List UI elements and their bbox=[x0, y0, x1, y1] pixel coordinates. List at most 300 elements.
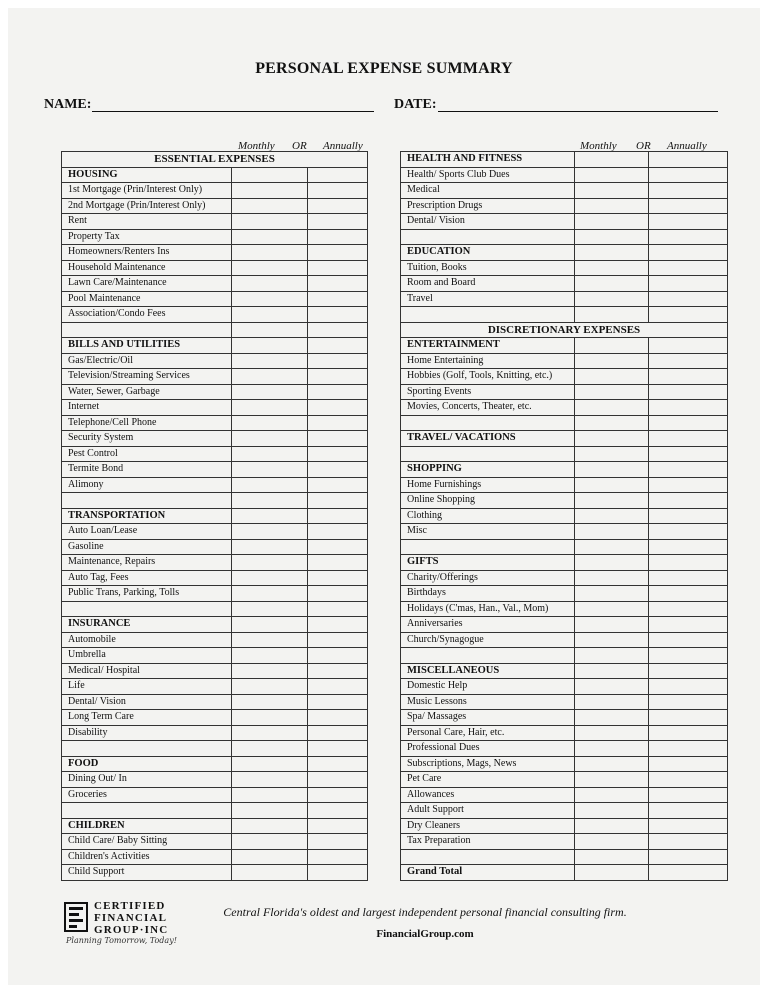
annually-amount-cell[interactable] bbox=[649, 663, 728, 679]
expense-row-medical bbox=[401, 183, 728, 199]
expense-row-rent bbox=[62, 214, 368, 230]
monthly-amount-cell[interactable] bbox=[575, 477, 649, 493]
expense-row-music-lessons bbox=[401, 694, 728, 710]
annually-amount-cell[interactable] bbox=[649, 384, 728, 400]
section-row-travel-vacations bbox=[401, 431, 728, 447]
section-row-shopping bbox=[401, 462, 728, 478]
section-row-miscellaneous bbox=[401, 663, 728, 679]
expense-row-charity-offerings bbox=[401, 570, 728, 586]
monthly-amount-cell[interactable] bbox=[232, 369, 308, 385]
annually-amount-cell[interactable] bbox=[649, 508, 728, 524]
annually-amount-cell[interactable] bbox=[649, 291, 728, 307]
section-row-food bbox=[62, 756, 368, 772]
expense-row-umbrella bbox=[62, 648, 368, 664]
date-line[interactable] bbox=[438, 111, 718, 112]
monthly-amount-cell[interactable] bbox=[575, 369, 649, 385]
monthly-amount-cell[interactable] bbox=[575, 276, 649, 292]
annually-amount-cell[interactable] bbox=[308, 338, 368, 354]
section-label: EDUCATION bbox=[401, 245, 575, 261]
expense-label: Professional Dues bbox=[401, 741, 575, 757]
annually-amount-cell[interactable] bbox=[649, 570, 728, 586]
annually-amount-cell[interactable] bbox=[308, 849, 368, 865]
annually-amount-cell[interactable] bbox=[308, 353, 368, 369]
annually-amount-cell[interactable] bbox=[649, 477, 728, 493]
expense-row-gas-electric-oil bbox=[62, 353, 368, 369]
annually-amount-cell[interactable] bbox=[649, 198, 728, 214]
expense-row-2nd-mortgage-prin-interest-only bbox=[62, 198, 368, 214]
annually-amount-cell[interactable] bbox=[308, 400, 368, 416]
monthly-amount-cell[interactable] bbox=[232, 849, 308, 865]
monthly-amount-cell[interactable] bbox=[575, 555, 649, 571]
monthly-amount-cell[interactable] bbox=[232, 260, 308, 276]
monthly-amount-cell bbox=[575, 849, 649, 865]
blank-row bbox=[401, 446, 728, 462]
monthly-amount-cell[interactable] bbox=[232, 617, 308, 633]
expense-label: Disability bbox=[62, 725, 232, 741]
annually-amount-cell[interactable] bbox=[649, 756, 728, 772]
monthly-amount-cell bbox=[232, 803, 308, 819]
expense-label: Child Care/ Baby Sitting bbox=[62, 834, 232, 850]
monthly-amount-cell[interactable] bbox=[232, 276, 308, 292]
monthly-amount-cell[interactable] bbox=[232, 694, 308, 710]
annually-amount-cell[interactable] bbox=[308, 663, 368, 679]
expense-label: Water, Sewer, Garbage bbox=[62, 384, 232, 400]
expense-row-subscriptions-mags-news bbox=[401, 756, 728, 772]
annually-amount-cell[interactable] bbox=[308, 772, 368, 788]
annually-amount-cell[interactable] bbox=[649, 183, 728, 199]
expense-row-1st-mortgage-prin-interest-only bbox=[62, 183, 368, 199]
expense-row-sporting-events bbox=[401, 384, 728, 400]
expense-label: Telephone/Cell Phone bbox=[62, 415, 232, 431]
annually-amount-cell bbox=[649, 307, 728, 323]
monthly-amount-cell[interactable] bbox=[232, 865, 308, 881]
section-row-education bbox=[401, 245, 728, 261]
monthly-amount-cell[interactable] bbox=[232, 772, 308, 788]
section-label: HEALTH AND FITNESS bbox=[401, 152, 575, 168]
monthly-amount-cell[interactable] bbox=[575, 741, 649, 757]
monthly-amount-cell[interactable] bbox=[232, 400, 308, 416]
monthly-amount-cell[interactable] bbox=[232, 415, 308, 431]
annually-amount-cell[interactable] bbox=[649, 214, 728, 230]
monthly-amount-cell[interactable] bbox=[575, 198, 649, 214]
annually-amount-cell[interactable] bbox=[649, 353, 728, 369]
expense-row-life bbox=[62, 679, 368, 695]
company-logo bbox=[64, 898, 194, 946]
monthly-amount-cell[interactable] bbox=[575, 214, 649, 230]
annually-amount-cell[interactable] bbox=[308, 834, 368, 850]
annually-amount-cell[interactable] bbox=[308, 617, 368, 633]
monthly-amount-cell[interactable] bbox=[232, 679, 308, 695]
monthly-amount-cell[interactable] bbox=[232, 307, 308, 323]
right-col-annually: Annually bbox=[667, 140, 707, 152]
annually-amount-cell[interactable] bbox=[649, 245, 728, 261]
blank-row bbox=[401, 307, 728, 323]
expense-row-home-entertaining bbox=[401, 353, 728, 369]
monthly-amount-cell[interactable] bbox=[575, 570, 649, 586]
annually-amount-cell[interactable] bbox=[649, 493, 728, 509]
expense-row-maintenance-repairs bbox=[62, 555, 368, 571]
monthly-amount-cell[interactable] bbox=[232, 539, 308, 555]
annually-amount-cell[interactable] bbox=[649, 694, 728, 710]
blank-row bbox=[401, 415, 728, 431]
monthly-amount-cell[interactable] bbox=[232, 710, 308, 726]
annually-amount-cell[interactable] bbox=[649, 152, 728, 168]
annually-amount-cell[interactable] bbox=[308, 710, 368, 726]
monthly-amount-cell bbox=[232, 741, 308, 757]
total-row-grand-total bbox=[401, 865, 728, 881]
expense-label: Long Term Care bbox=[62, 710, 232, 726]
monthly-amount-cell[interactable] bbox=[232, 632, 308, 648]
essential-expenses-table bbox=[61, 151, 368, 881]
monthly-amount-cell[interactable] bbox=[232, 183, 308, 199]
expense-label bbox=[62, 322, 232, 338]
section-label: TRAVEL/ VACATIONS bbox=[401, 431, 575, 447]
expense-label: 1st Mortgage (Prin/Interest Only) bbox=[62, 183, 232, 199]
expense-label: 2nd Mortgage (Prin/Interest Only) bbox=[62, 198, 232, 214]
monthly-amount-cell[interactable] bbox=[232, 477, 308, 493]
annually-amount-cell[interactable] bbox=[649, 524, 728, 540]
date-label: DATE: bbox=[394, 97, 437, 112]
annually-amount-cell[interactable] bbox=[308, 431, 368, 447]
monthly-amount-cell[interactable] bbox=[575, 167, 649, 183]
section-label: INSURANCE bbox=[62, 617, 232, 633]
monthly-amount-cell[interactable] bbox=[575, 183, 649, 199]
monthly-amount-cell[interactable] bbox=[232, 663, 308, 679]
annually-amount-cell[interactable] bbox=[308, 462, 368, 478]
monthly-amount-cell[interactable] bbox=[575, 756, 649, 772]
expense-label: Home Entertaining bbox=[401, 353, 575, 369]
expense-row-anniversaries bbox=[401, 617, 728, 633]
annually-amount-cell[interactable] bbox=[649, 431, 728, 447]
expense-label: Adult Support bbox=[401, 803, 575, 819]
monthly-amount-cell[interactable] bbox=[575, 493, 649, 509]
expense-label: Allowances bbox=[401, 787, 575, 803]
monthly-amount-cell[interactable] bbox=[575, 663, 649, 679]
annually-amount-cell[interactable] bbox=[308, 229, 368, 245]
expense-row-holidays-c-mas-han-val-mom bbox=[401, 601, 728, 617]
annually-amount-cell[interactable] bbox=[308, 555, 368, 571]
monthly-amount-cell[interactable] bbox=[232, 462, 308, 478]
expense-row-property-tax bbox=[62, 229, 368, 245]
monthly-amount-cell[interactable] bbox=[232, 818, 308, 834]
expense-row-dry-cleaners bbox=[401, 818, 728, 834]
expense-label bbox=[401, 307, 575, 323]
monthly-amount-cell[interactable] bbox=[232, 229, 308, 245]
monthly-amount-cell[interactable] bbox=[575, 245, 649, 261]
expense-label: Pest Control bbox=[62, 446, 232, 462]
expense-row-clothing bbox=[401, 508, 728, 524]
expense-label: Personal Care, Hair, etc. bbox=[401, 725, 575, 741]
annually-amount-cell[interactable] bbox=[308, 276, 368, 292]
expense-label: Room and Board bbox=[401, 276, 575, 292]
annually-amount-cell[interactable] bbox=[649, 462, 728, 478]
annually-amount-cell[interactable] bbox=[308, 865, 368, 881]
annually-amount-cell bbox=[649, 849, 728, 865]
monthly-amount-cell[interactable] bbox=[575, 601, 649, 617]
monthly-amount-cell[interactable] bbox=[232, 756, 308, 772]
company-website-link[interactable]: FinancialGroup.com bbox=[376, 928, 474, 940]
monthly-amount-cell[interactable] bbox=[575, 462, 649, 478]
annually-amount-cell[interactable] bbox=[649, 555, 728, 571]
monthly-amount-cell[interactable] bbox=[575, 524, 649, 540]
annually-amount-cell[interactable] bbox=[308, 369, 368, 385]
name-line[interactable] bbox=[92, 111, 374, 112]
expense-label: Pet Care bbox=[401, 772, 575, 788]
monthly-amount-cell[interactable] bbox=[575, 772, 649, 788]
monthly-amount-cell[interactable] bbox=[575, 400, 649, 416]
annually-amount-cell[interactable] bbox=[308, 446, 368, 462]
annually-amount-cell[interactable] bbox=[649, 787, 728, 803]
monthly-amount-cell[interactable] bbox=[575, 353, 649, 369]
annually-amount-cell[interactable] bbox=[649, 617, 728, 633]
grand-total-label: Grand Total bbox=[401, 865, 575, 881]
annually-amount-cell[interactable] bbox=[649, 803, 728, 819]
expense-label: Tax Preparation bbox=[401, 834, 575, 850]
expense-label: Pool Maintenance bbox=[62, 291, 232, 307]
annually-amount-cell[interactable] bbox=[649, 865, 728, 881]
expense-row-tuition-books bbox=[401, 260, 728, 276]
category-header-label: DISCRETIONARY EXPENSES bbox=[401, 322, 728, 338]
expense-row-child-care-baby-sitting bbox=[62, 834, 368, 850]
expense-label: Life bbox=[62, 679, 232, 695]
expense-label: Hobbies (Golf, Tools, Knitting, etc.) bbox=[401, 369, 575, 385]
monthly-amount-cell[interactable] bbox=[575, 338, 649, 354]
monthly-amount-cell[interactable] bbox=[575, 710, 649, 726]
annually-amount-cell bbox=[649, 229, 728, 245]
expense-row-pool-maintenance bbox=[62, 291, 368, 307]
expense-label bbox=[62, 601, 232, 617]
expense-label: Child Support bbox=[62, 865, 232, 881]
annually-amount-cell[interactable] bbox=[308, 291, 368, 307]
annually-amount-cell[interactable] bbox=[308, 648, 368, 664]
monthly-amount-cell[interactable] bbox=[575, 725, 649, 741]
section-label: TRANSPORTATION bbox=[62, 508, 232, 524]
annually-amount-cell[interactable] bbox=[649, 400, 728, 416]
expense-label: Holidays (C'mas, Han., Val., Mom) bbox=[401, 601, 575, 617]
expense-row-child-support bbox=[62, 865, 368, 881]
monthly-amount-cell[interactable] bbox=[232, 446, 308, 462]
monthly-amount-cell[interactable] bbox=[575, 865, 649, 881]
monthly-amount-cell[interactable] bbox=[232, 787, 308, 803]
expense-label: Clothing bbox=[401, 508, 575, 524]
annually-amount-cell[interactable] bbox=[308, 198, 368, 214]
expense-label: Television/Streaming Services bbox=[62, 369, 232, 385]
section-label: FOOD bbox=[62, 756, 232, 772]
annually-amount-cell[interactable] bbox=[308, 183, 368, 199]
annually-amount-cell[interactable] bbox=[649, 167, 728, 183]
monthly-amount-cell[interactable] bbox=[232, 431, 308, 447]
monthly-amount-cell[interactable] bbox=[575, 586, 649, 602]
annually-amount-cell bbox=[649, 648, 728, 664]
annually-amount-cell[interactable] bbox=[308, 818, 368, 834]
monthly-amount-cell[interactable] bbox=[232, 338, 308, 354]
expense-row-association-condo-fees bbox=[62, 307, 368, 323]
annually-amount-cell[interactable] bbox=[308, 787, 368, 803]
expense-row-adult-support bbox=[401, 803, 728, 819]
annually-amount-cell[interactable] bbox=[649, 834, 728, 850]
monthly-amount-cell[interactable] bbox=[232, 167, 308, 183]
logo-tagline: Planning Tomorrow, Today! bbox=[66, 936, 177, 945]
section-row-transportation bbox=[62, 508, 368, 524]
expense-label: Maintenance, Repairs bbox=[62, 555, 232, 571]
annually-amount-cell[interactable] bbox=[308, 524, 368, 540]
annually-amount-cell[interactable] bbox=[308, 725, 368, 741]
annually-amount-cell[interactable] bbox=[308, 570, 368, 586]
annually-amount-cell[interactable] bbox=[308, 260, 368, 276]
annually-amount-cell[interactable] bbox=[308, 756, 368, 772]
monthly-amount-cell[interactable] bbox=[575, 152, 649, 168]
monthly-amount-cell[interactable] bbox=[232, 245, 308, 261]
expense-row-domestic-help bbox=[401, 679, 728, 695]
annually-amount-cell[interactable] bbox=[308, 539, 368, 555]
expense-label: Domestic Help bbox=[401, 679, 575, 695]
monthly-amount-cell[interactable] bbox=[575, 431, 649, 447]
annually-amount-cell[interactable] bbox=[308, 586, 368, 602]
annually-amount-cell bbox=[308, 601, 368, 617]
section-row-housing bbox=[62, 167, 368, 183]
annually-amount-cell[interactable] bbox=[649, 338, 728, 354]
monthly-amount-cell[interactable] bbox=[575, 787, 649, 803]
annually-amount-cell[interactable] bbox=[649, 632, 728, 648]
expense-label: Prescription Drugs bbox=[401, 198, 575, 214]
expense-row-hobbies-golf-tools-knitting-etc bbox=[401, 369, 728, 385]
annually-amount-cell[interactable] bbox=[649, 725, 728, 741]
annually-amount-cell bbox=[308, 493, 368, 509]
expense-row-medical-hospital bbox=[62, 663, 368, 679]
annually-amount-cell bbox=[308, 803, 368, 819]
blank-row bbox=[62, 741, 368, 757]
expense-label: Children's Activities bbox=[62, 849, 232, 865]
expense-row-dental-vision bbox=[401, 214, 728, 230]
monthly-amount-cell[interactable] bbox=[232, 834, 308, 850]
annually-amount-cell[interactable] bbox=[308, 307, 368, 323]
monthly-amount-cell[interactable] bbox=[575, 818, 649, 834]
monthly-amount-cell bbox=[575, 307, 649, 323]
section-row-gifts bbox=[401, 555, 728, 571]
expense-row-disability bbox=[62, 725, 368, 741]
expense-row-long-term-care bbox=[62, 710, 368, 726]
annually-amount-cell[interactable] bbox=[308, 477, 368, 493]
monthly-amount-cell[interactable] bbox=[575, 679, 649, 695]
expense-label: Dental/ Vision bbox=[62, 694, 232, 710]
annually-amount-cell[interactable] bbox=[649, 679, 728, 695]
health-discretionary-table bbox=[400, 151, 728, 881]
right-col-or: OR bbox=[636, 140, 651, 152]
annually-amount-cell[interactable] bbox=[649, 369, 728, 385]
monthly-amount-cell[interactable] bbox=[232, 508, 308, 524]
name-label: NAME: bbox=[44, 97, 92, 112]
expense-row-security-system bbox=[62, 431, 368, 447]
expense-label: Auto Tag, Fees bbox=[62, 570, 232, 586]
cfg-logo-icon bbox=[64, 902, 88, 932]
expense-label: Sporting Events bbox=[401, 384, 575, 400]
monthly-amount-cell[interactable] bbox=[232, 555, 308, 571]
monthly-amount-cell[interactable] bbox=[232, 586, 308, 602]
expense-row-birthdays bbox=[401, 586, 728, 602]
expense-label: Tuition, Books bbox=[401, 260, 575, 276]
annually-amount-cell[interactable] bbox=[308, 384, 368, 400]
monthly-amount-cell[interactable] bbox=[232, 725, 308, 741]
annually-amount-cell[interactable] bbox=[308, 214, 368, 230]
annually-amount-cell[interactable] bbox=[649, 818, 728, 834]
monthly-amount-cell[interactable] bbox=[575, 384, 649, 400]
annually-amount-cell[interactable] bbox=[308, 167, 368, 183]
expense-label: Household Maintenance bbox=[62, 260, 232, 276]
expense-row-auto-tag-fees bbox=[62, 570, 368, 586]
expense-row-homeowners-renters-ins bbox=[62, 245, 368, 261]
monthly-amount-cell[interactable] bbox=[232, 648, 308, 664]
expense-row-personal-care-hair-etc bbox=[401, 725, 728, 741]
annually-amount-cell[interactable] bbox=[649, 741, 728, 757]
monthly-amount-cell[interactable] bbox=[575, 291, 649, 307]
annually-amount-cell[interactable] bbox=[308, 245, 368, 261]
annually-amount-cell[interactable] bbox=[308, 694, 368, 710]
section-label: ENTERTAINMENT bbox=[401, 338, 575, 354]
expense-label: Rent bbox=[62, 214, 232, 230]
monthly-amount-cell[interactable] bbox=[232, 214, 308, 230]
expense-label: Internet bbox=[62, 400, 232, 416]
annually-amount-cell[interactable] bbox=[649, 260, 728, 276]
annually-amount-cell[interactable] bbox=[308, 679, 368, 695]
expense-row-prescription-drugs bbox=[401, 198, 728, 214]
expense-row-television-streaming-services bbox=[62, 369, 368, 385]
annually-amount-cell[interactable] bbox=[308, 415, 368, 431]
monthly-amount-cell bbox=[232, 601, 308, 617]
annually-amount-cell[interactable] bbox=[649, 772, 728, 788]
expense-row-online-shopping bbox=[401, 493, 728, 509]
monthly-amount-cell[interactable] bbox=[575, 632, 649, 648]
section-row-bills-and-utilities bbox=[62, 338, 368, 354]
monthly-amount-cell[interactable] bbox=[575, 834, 649, 850]
annually-amount-cell[interactable] bbox=[649, 601, 728, 617]
annually-amount-cell bbox=[649, 446, 728, 462]
monthly-amount-cell[interactable] bbox=[232, 384, 308, 400]
monthly-amount-cell[interactable] bbox=[575, 617, 649, 633]
annually-amount-cell bbox=[649, 415, 728, 431]
monthly-amount-cell[interactable] bbox=[575, 694, 649, 710]
annually-amount-cell[interactable] bbox=[308, 508, 368, 524]
expense-label: Property Tax bbox=[62, 229, 232, 245]
blank-row bbox=[401, 849, 728, 865]
expense-label: Movies, Concerts, Theater, etc. bbox=[401, 400, 575, 416]
monthly-amount-cell[interactable] bbox=[232, 198, 308, 214]
expense-label: Association/Condo Fees bbox=[62, 307, 232, 323]
expense-row-misc bbox=[401, 524, 728, 540]
monthly-amount-cell[interactable] bbox=[575, 803, 649, 819]
expense-label bbox=[401, 446, 575, 462]
expense-label bbox=[401, 415, 575, 431]
blank-row bbox=[62, 803, 368, 819]
monthly-amount-cell[interactable] bbox=[575, 508, 649, 524]
expense-label: Misc bbox=[401, 524, 575, 540]
section-row-entertainment bbox=[401, 338, 728, 354]
expense-label: Spa/ Massages bbox=[401, 710, 575, 726]
expense-row-automobile bbox=[62, 632, 368, 648]
expense-label: Termite Bond bbox=[62, 462, 232, 478]
annually-amount-cell[interactable] bbox=[649, 710, 728, 726]
expense-row-pet-care bbox=[401, 772, 728, 788]
monthly-amount-cell[interactable] bbox=[232, 353, 308, 369]
monthly-amount-cell[interactable] bbox=[232, 570, 308, 586]
monthly-amount-cell[interactable] bbox=[232, 524, 308, 540]
monthly-amount-cell[interactable] bbox=[232, 291, 308, 307]
annually-amount-cell[interactable] bbox=[308, 632, 368, 648]
expense-row-tax-preparation bbox=[401, 834, 728, 850]
annually-amount-cell[interactable] bbox=[649, 276, 728, 292]
annually-amount-cell bbox=[308, 322, 368, 338]
annually-amount-cell[interactable] bbox=[649, 586, 728, 602]
monthly-amount-cell[interactable] bbox=[575, 260, 649, 276]
